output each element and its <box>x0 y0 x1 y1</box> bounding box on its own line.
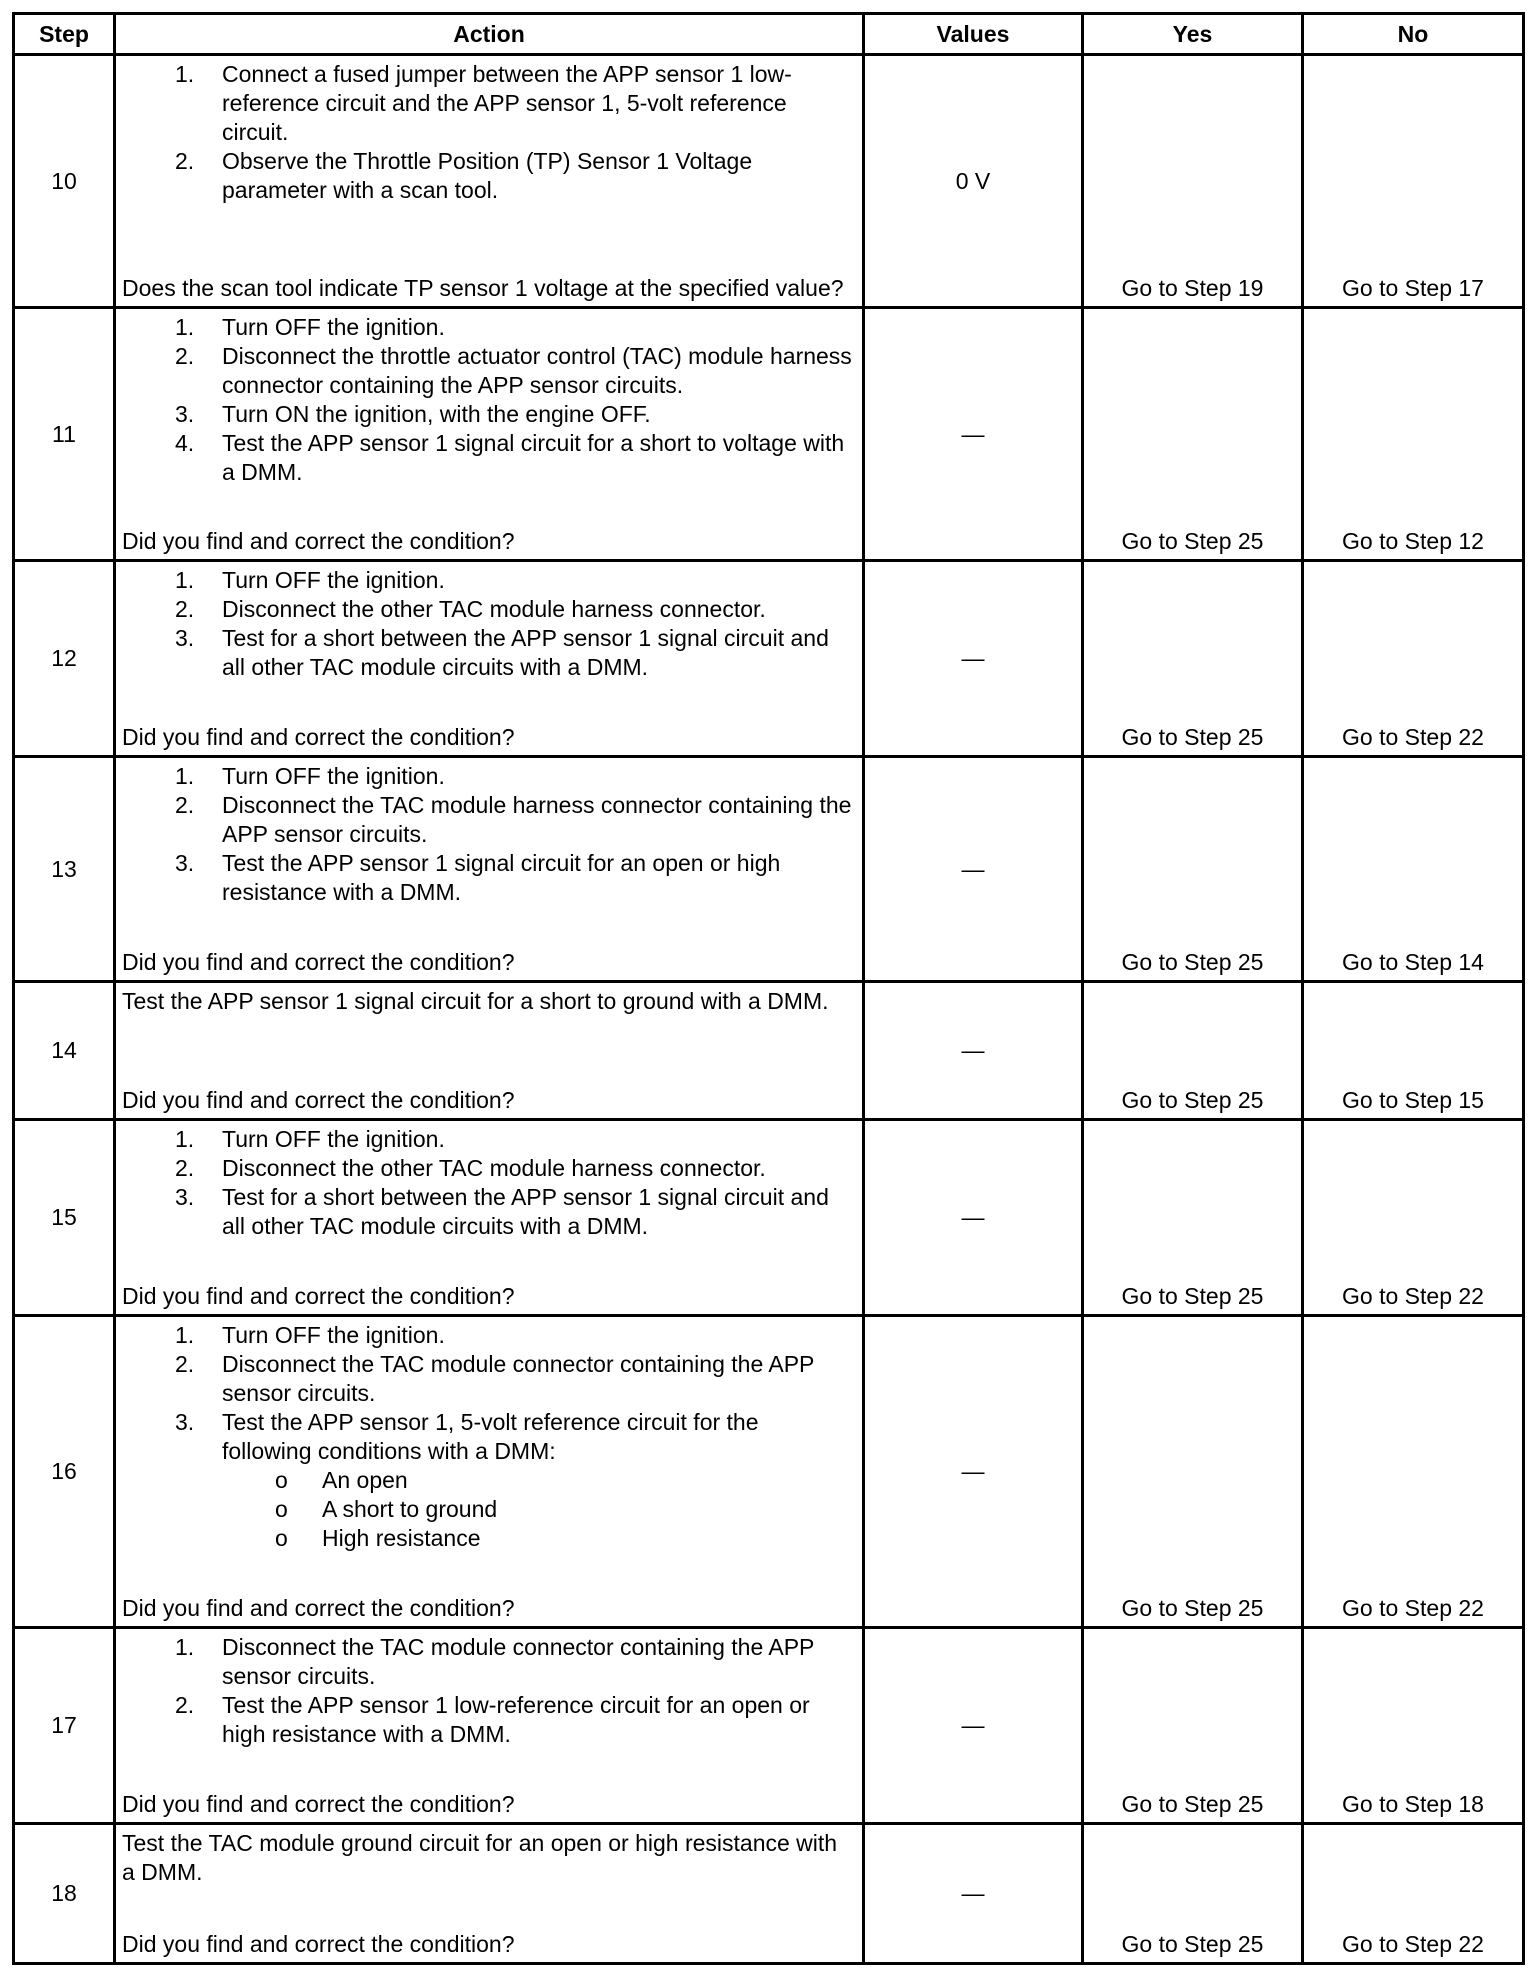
step-number: 18 <box>14 1824 115 1964</box>
action-question: Did you find and correct the condition? <box>122 1791 515 1817</box>
action-step: Turn OFF the ignition. <box>222 567 445 593</box>
action-question: Did you find and correct the condition? <box>122 1283 515 1309</box>
action-question: Did you find and correct the condition? <box>122 528 515 554</box>
action-steps <box>122 313 854 487</box>
yes-cell: Go to Step 25 <box>1083 982 1303 1120</box>
action-cell <box>115 561 864 757</box>
action-step: Turn OFF the ignition. <box>222 763 445 789</box>
action-step: Connect a fused jumper between the APP sensor 1 low-reference circuit and the APP sensor 1, 5-volt reference circuit. <box>222 61 792 145</box>
action-step: Disconnect the TAC module connector containing the APP sensor circuits. <box>222 1634 814 1689</box>
value-cell: — <box>864 1824 1083 1964</box>
condition-list <box>222 1466 854 1553</box>
step-number: 14 <box>14 982 115 1120</box>
action-step: Disconnect the TAC module harness connector containing the APP sensor circuits. <box>222 792 852 847</box>
step-number: 12 <box>14 561 115 757</box>
action-step: Turn OFF the ignition. <box>222 1126 445 1152</box>
yes-cell: Go to Step 25 <box>1083 1824 1303 1964</box>
action-question: Did you find and correct the condition? <box>122 1087 515 1113</box>
action-cell <box>115 1120 864 1316</box>
action-question: Did you find and correct the condition? <box>122 1931 515 1957</box>
circle-bullet-icon: o <box>275 1525 288 1551</box>
action-step <box>175 1408 854 1553</box>
action-question: Did you find and correct the condition? <box>122 724 515 750</box>
action-cell <box>115 757 864 982</box>
action-cell <box>115 1824 864 1964</box>
step-number: 10 <box>14 55 115 308</box>
table-row-step-17 <box>14 1628 1524 1824</box>
header-step: Step <box>14 14 115 55</box>
condition-text: High resistance <box>322 1525 481 1551</box>
value-cell: 0 V <box>864 55 1083 308</box>
circle-bullet-icon: o <box>275 1467 288 1493</box>
no-cell: Go to Step 22 <box>1303 1120 1524 1316</box>
header-no: No <box>1303 14 1524 55</box>
action-cell <box>115 308 864 561</box>
action-question: Did you find and correct the condition? <box>122 949 515 975</box>
action-cell <box>115 982 864 1120</box>
action-cell <box>115 1628 864 1824</box>
table-row-step-13 <box>14 757 1524 982</box>
value-cell: — <box>864 1120 1083 1316</box>
action-steps <box>122 60 854 205</box>
yes-cell: Go to Step 19 <box>1083 55 1303 308</box>
action-steps <box>122 1321 854 1553</box>
value-cell: — <box>864 1316 1083 1628</box>
step-number: 13 <box>14 757 115 982</box>
table-row-step-18 <box>14 1824 1524 1964</box>
yes-cell: Go to Step 25 <box>1083 1120 1303 1316</box>
no-cell: Go to Step 17 <box>1303 55 1524 308</box>
action-steps <box>122 1633 854 1749</box>
action-step: Test the APP sensor 1 signal circuit for a short to voltage with a DMM. <box>222 430 845 485</box>
value-cell: — <box>864 982 1083 1120</box>
header-values: Values <box>864 14 1083 55</box>
header-action: Action <box>115 14 864 55</box>
value-cell: — <box>864 1628 1083 1824</box>
condition-item <box>275 1466 854 1495</box>
action-steps <box>122 762 854 907</box>
action-cell <box>115 55 864 308</box>
action-text: Test the TAC module ground circuit for an open or high resistance with a DMM. <box>122 1830 838 1885</box>
action-step: Disconnect the throttle actuator control (TAC) module harness connector containing the APP sensor circuits. <box>222 343 852 398</box>
no-cell: Go to Step 15 <box>1303 982 1524 1120</box>
no-cell: Go to Step 18 <box>1303 1628 1524 1824</box>
condition-item <box>275 1524 854 1553</box>
action-step-text: Test the APP sensor 1, 5-volt reference circuit for the following conditions with a DMM: <box>222 1409 759 1464</box>
condition-item <box>275 1495 854 1524</box>
action-step: Test the APP sensor 1 low-reference circuit for an open or high resistance with a DMM. <box>222 1692 810 1747</box>
action-step: Turn OFF the ignition. <box>222 1322 445 1348</box>
condition-text: A short to ground <box>322 1496 498 1522</box>
condition-text: An open <box>322 1467 408 1493</box>
table-row-step-16 <box>14 1316 1524 1628</box>
action-steps <box>122 566 854 682</box>
yes-cell: Go to Step 25 <box>1083 1628 1303 1824</box>
action-step: Test the APP sensor 1 signal circuit for an open or high resistance with a DMM. <box>222 850 781 905</box>
table-row-step-12 <box>14 561 1524 757</box>
no-cell: Go to Step 22 <box>1303 561 1524 757</box>
action-question: Does the scan tool indicate TP sensor 1 voltage at the specified value? <box>122 275 844 301</box>
action-cell <box>115 1316 864 1628</box>
action-step: Turn OFF the ignition. <box>222 314 445 340</box>
action-step: Turn ON the ignition, with the engine OFF. <box>222 401 651 427</box>
yes-cell: Go to Step 25 <box>1083 308 1303 561</box>
action-steps <box>122 1125 854 1241</box>
circle-bullet-icon: o <box>275 1496 288 1522</box>
step-number: 16 <box>14 1316 115 1628</box>
action-step: Observe the Throttle Position (TP) Sensor 1 Voltage parameter with a scan tool. <box>222 148 753 203</box>
header-row <box>14 14 1524 55</box>
step-number: 11 <box>14 308 115 561</box>
action-question: Did you find and correct the condition? <box>122 1595 515 1621</box>
action-step: Test for a short between the APP sensor 1 signal circuit and all other TAC module circuits with a DMM. <box>222 1184 829 1239</box>
yes-cell: Go to Step 25 <box>1083 561 1303 757</box>
action-step: Test for a short between the APP sensor 1 signal circuit and all other TAC module circuits with a DMM. <box>222 625 829 680</box>
header-yes: Yes <box>1083 14 1303 55</box>
step-number: 17 <box>14 1628 115 1824</box>
action-text: Test the APP sensor 1 signal circuit for a short to ground with a DMM. <box>122 988 829 1014</box>
action-step: Disconnect the TAC module connector containing the APP sensor circuits. <box>222 1351 814 1406</box>
diagnostic-table <box>12 12 1525 1965</box>
table-row-step-15 <box>14 1120 1524 1316</box>
value-cell: — <box>864 308 1083 561</box>
table-row-step-10 <box>14 55 1524 308</box>
step-number: 15 <box>14 1120 115 1316</box>
no-cell: Go to Step 22 <box>1303 1316 1524 1628</box>
no-cell: Go to Step 12 <box>1303 308 1524 561</box>
yes-cell: Go to Step 25 <box>1083 757 1303 982</box>
no-cell: Go to Step 14 <box>1303 757 1524 982</box>
no-cell: Go to Step 22 <box>1303 1824 1524 1964</box>
value-cell: — <box>864 757 1083 982</box>
table-row-step-14 <box>14 982 1524 1120</box>
action-step: Disconnect the other TAC module harness connector. <box>222 596 766 622</box>
table-row-step-11 <box>14 308 1524 561</box>
value-cell: — <box>864 561 1083 757</box>
action-step: Disconnect the other TAC module harness connector. <box>222 1155 766 1181</box>
yes-cell: Go to Step 25 <box>1083 1316 1303 1628</box>
